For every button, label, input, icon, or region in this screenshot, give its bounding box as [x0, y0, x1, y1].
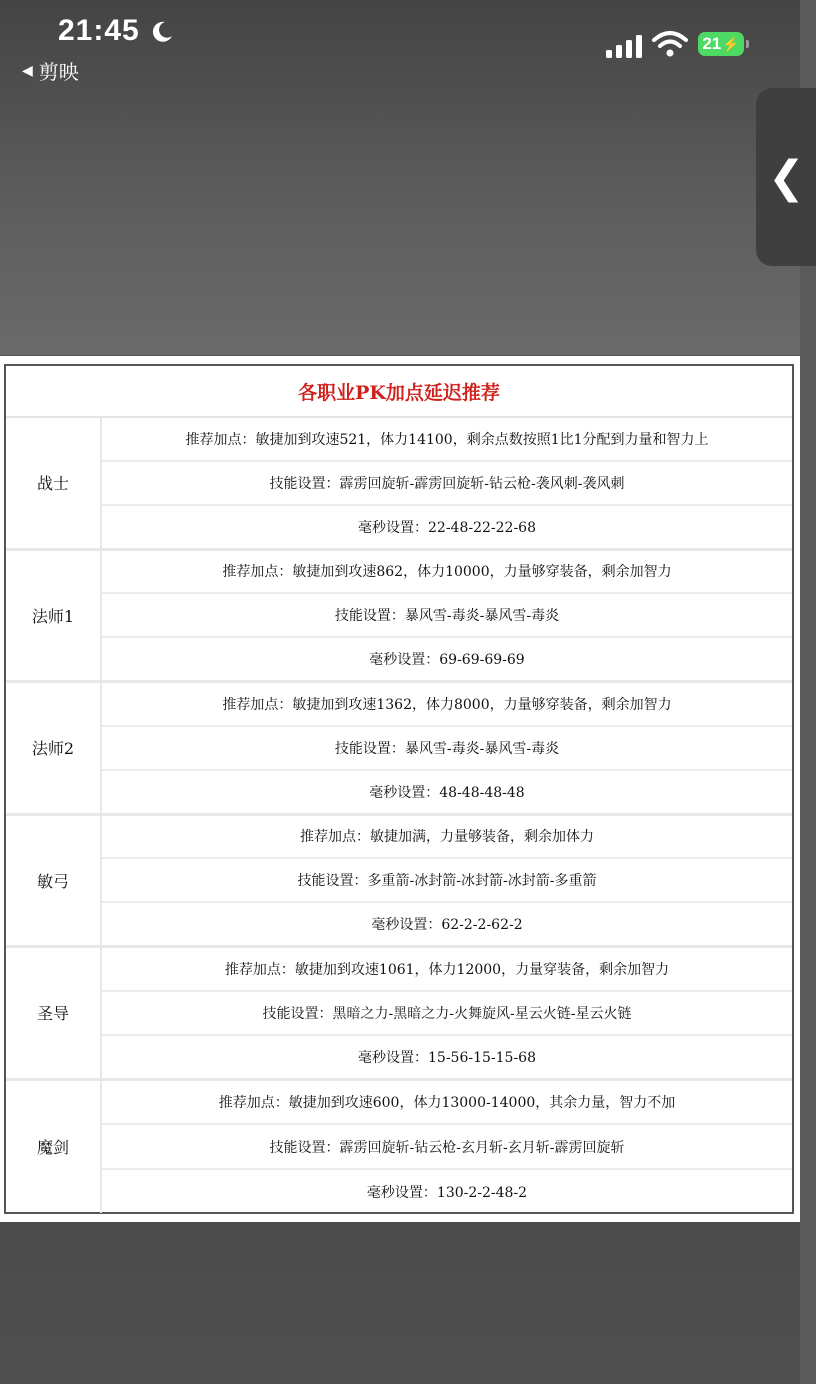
- class-rows: [102, 816, 792, 946]
- cellular-signal-icon: [606, 34, 644, 58]
- class-group-mage2: [6, 683, 792, 816]
- skills-row: 技能设置：黑暗之力-黑暗之力-火舞旋风-星云火链-星云火链: [102, 992, 792, 1036]
- battery-cap: [746, 40, 749, 48]
- class-rows: [102, 683, 792, 813]
- class-label: 敏弓: [6, 816, 102, 946]
- class-group-mage1: [6, 551, 792, 684]
- status-time: 21:45: [58, 14, 140, 47]
- skills-row: 技能设置：霹雳回旋斩-霹雳回旋斩-钻云枪-袭风刺-袭风刺: [102, 462, 792, 506]
- battery-level: 21: [702, 34, 722, 53]
- class-group-priest: [6, 948, 792, 1081]
- battery-charging-icon: [698, 32, 744, 56]
- points-row: 推荐加点：敏捷加到攻速1362，体力8000，力量够穿装备，剩余加智力: [102, 683, 792, 727]
- class-group-archer: [6, 816, 792, 949]
- class-label: 圣导: [6, 948, 102, 1078]
- class-rows: [102, 551, 792, 681]
- class-rows: [102, 948, 792, 1078]
- back-app-label: 剪映: [38, 60, 79, 84]
- class-rows: [102, 418, 792, 548]
- moon-icon: [150, 20, 174, 44]
- wifi-icon: [652, 30, 688, 58]
- ms-row: 毫秒设置：48-48-48-48: [369, 784, 525, 801]
- table-title: 各职业PK加点延迟推荐: [6, 366, 792, 418]
- document-image: [0, 356, 800, 1222]
- ms-row: 毫秒设置：15-56-15-15-68: [358, 1049, 536, 1066]
- ms-row: 毫秒设置：69-69-69-69: [369, 652, 525, 669]
- back-to-app-link[interactable]: [22, 56, 79, 85]
- ms-row: 毫秒设置：22-48-22-22-68: [358, 519, 536, 536]
- recommendation-table: [4, 364, 794, 1214]
- points-row: 推荐加点：敏捷加到攻速521，体力14100，剩余点数按照1比1分配到力量和智力上: [102, 418, 792, 462]
- skills-row: 技能设置：多重箭-冰封箭-冰封箭-冰封箭-多重箭: [102, 859, 792, 903]
- back-triangle-icon: ◀: [22, 62, 33, 79]
- class-label: 魔剑: [6, 1081, 102, 1214]
- class-label: 法师2: [6, 683, 102, 813]
- class-group-warrior: [6, 418, 792, 551]
- bottom-area: [0, 1222, 800, 1384]
- charging-bolt-icon: ⚡: [722, 35, 740, 52]
- points-row: 推荐加点：敏捷加满，力量够装备，剩余加体力: [102, 816, 792, 860]
- skills-row: 技能设置：暴风雪-毒炎-暴风雪-毒炎: [102, 727, 792, 771]
- side-collapse-tab[interactable]: [756, 88, 816, 266]
- points-row: 推荐加点：敏捷加到攻速600，体力13000-14000，其余力量，智力不加: [102, 1081, 792, 1126]
- points-row: 推荐加点：敏捷加到攻速862，体力10000，力量够穿装备，剩余加智力: [102, 551, 792, 595]
- ms-row: 毫秒设置：130-2-2-48-2: [366, 1184, 528, 1201]
- skills-row: 技能设置：霹雳回旋斩-钻云枪-玄月斩-玄月斩-霹雳回旋斩: [102, 1125, 792, 1170]
- points-row: 推荐加点：敏捷加到攻速1061，体力12000，力量穿装备，剩余加智力: [102, 948, 792, 992]
- class-label: 法师1: [6, 551, 102, 681]
- class-group-magic-sword: [6, 1081, 792, 1214]
- class-label: 战士: [6, 418, 102, 548]
- ms-row: 毫秒设置：62-2-2-62-2: [371, 917, 523, 934]
- skills-row: 技能设置：暴风雪-毒炎-暴风雪-毒炎: [102, 594, 792, 638]
- class-rows: [102, 1081, 792, 1214]
- chevron-left-icon: ❮: [768, 151, 805, 203]
